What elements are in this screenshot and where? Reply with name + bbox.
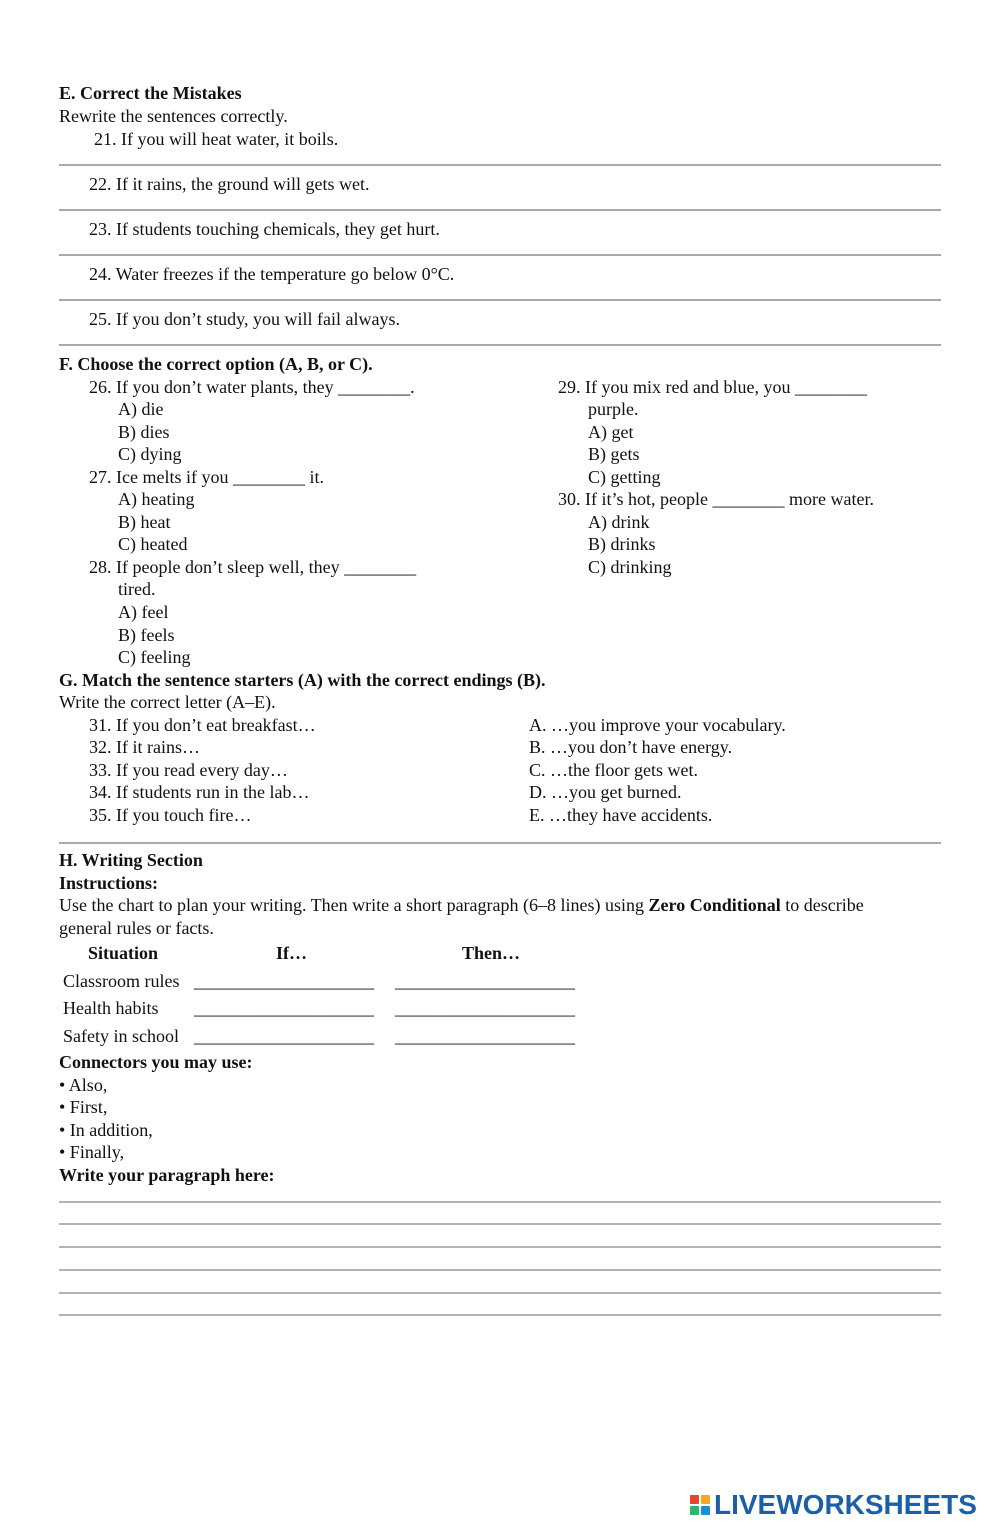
q28-stem: 28. If people don’t sleep well, they ________ — [89, 557, 417, 577]
chart-if-blank[interactable]: ____________________ — [194, 1026, 374, 1046]
starter-35: 35. If you touch fire… — [89, 805, 252, 825]
logo-square-icon — [701, 1506, 710, 1515]
answer-line[interactable] — [59, 164, 941, 166]
q26-option-c[interactable]: C) dying — [118, 444, 182, 464]
q29-stem: 29. If you mix red and blue, you ________ — [558, 377, 867, 397]
chart-row-situation: Health habits — [63, 998, 159, 1018]
ending-b: B. …you don’t have energy. — [529, 737, 733, 757]
q27-option-c[interactable]: C) heated — [118, 534, 188, 554]
instructions-text: Use the chart to plan your writing. Then write a short paragraph (6–8 lines) using Zero Conditional to describe — [59, 895, 864, 915]
instructions-bold-term: Zero Conditional — [648, 895, 781, 915]
q28-option-b[interactable]: B) feels — [118, 625, 175, 645]
logo-mark-icon — [690, 1495, 710, 1515]
q28-option-a[interactable]: A) feel — [118, 602, 169, 622]
ending-c: C. …the floor gets wet. — [529, 760, 698, 780]
section-g-instruction: Write the correct letter (A–E). — [59, 692, 276, 712]
starter-32: 32. If it rains… — [89, 737, 200, 757]
starter-33: 33. If you read every day… — [89, 760, 288, 780]
section-e-item-21: 21. If you will heat water, it boils. — [94, 129, 339, 149]
section-divider — [59, 842, 941, 844]
q29-option-c[interactable]: C) getting — [588, 467, 661, 487]
chart-then-blank[interactable]: ____________________ — [395, 998, 575, 1018]
starter-31: 31. If you don’t eat breakfast… — [89, 715, 316, 735]
q28-stem-cont: tired. — [118, 579, 156, 599]
section-g-title: G. Match the sentence starters (A) with the correct endings (B). — [59, 670, 546, 690]
section-e-instruction: Rewrite the sentences correctly. — [59, 106, 288, 126]
logo-square-icon — [690, 1495, 699, 1504]
q27-option-a[interactable]: A) heating — [118, 489, 195, 509]
paragraph-label: Write your paragraph here: — [59, 1165, 275, 1185]
logo-text: LIVEWORKSHEETS — [714, 1489, 977, 1520]
paragraph-line[interactable] — [59, 1314, 941, 1316]
starter-34: 34. If students run in the lab… — [89, 782, 310, 802]
liveworksheets-logo[interactable] — [690, 1490, 977, 1520]
instructions-text-line2: general rules or facts. — [59, 918, 214, 938]
answer-line[interactable] — [59, 254, 941, 256]
q29-option-a[interactable]: A) get — [588, 422, 634, 442]
ending-a: A. …you improve your vocabulary. — [529, 715, 786, 735]
chart-if-blank[interactable]: ____________________ — [194, 998, 374, 1018]
q27-option-b[interactable]: B) heat — [118, 512, 171, 532]
section-h-title: H. Writing Section — [59, 850, 203, 870]
chart-then-blank[interactable]: ____________________ — [395, 971, 575, 991]
paragraph-line[interactable] — [59, 1269, 941, 1271]
paragraph-line[interactable] — [59, 1201, 941, 1203]
q30-option-a[interactable]: A) drink — [588, 512, 650, 532]
q26-option-b[interactable]: B) dies — [118, 422, 170, 442]
logo-square-icon — [690, 1506, 699, 1515]
chart-row-situation: Safety in school — [63, 1026, 179, 1046]
section-e-title: E. Correct the Mistakes — [59, 83, 242, 103]
instructions-label: Instructions: — [59, 873, 159, 893]
q29-option-b[interactable]: B) gets — [588, 444, 640, 464]
ending-d: D. …you get burned. — [529, 782, 682, 802]
q27-stem: 27. Ice melts if you ________ it. — [89, 467, 324, 487]
section-e-item-24: 24. Water freezes if the temperature go below 0°C. — [89, 264, 455, 284]
q26-stem: 26. If you don’t water plants, they ________. — [89, 377, 415, 397]
chart-then-blank[interactable]: ____________________ — [395, 1026, 575, 1046]
chart-header-if: If… — [276, 943, 307, 963]
q30-stem: 30. If it’s hot, people ________ more water. — [558, 489, 874, 509]
logo-square-icon — [701, 1495, 710, 1504]
paragraph-line[interactable] — [59, 1246, 941, 1248]
q30-option-c[interactable]: C) drinking — [588, 557, 672, 577]
connectors-label: Connectors you may use: — [59, 1052, 253, 1072]
answer-line[interactable] — [59, 299, 941, 301]
answer-line[interactable] — [59, 209, 941, 211]
section-e-item-22: 22. If it rains, the ground will gets wet. — [89, 174, 370, 194]
chart-if-blank[interactable]: ____________________ — [194, 971, 374, 991]
q30-option-b[interactable]: B) drinks — [588, 534, 656, 554]
chart-header-situation: Situation — [88, 943, 159, 963]
paragraph-line[interactable] — [59, 1292, 941, 1294]
chart-header-then: Then… — [462, 943, 521, 963]
section-e-item-23: 23. If students touching chemicals, they get hurt. — [89, 219, 440, 239]
connector-item: • Finally, — [59, 1142, 125, 1162]
connector-item: • Also, — [59, 1075, 108, 1095]
q26-option-a[interactable]: A) die — [118, 399, 164, 419]
chart-row-situation: Classroom rules — [63, 971, 180, 991]
section-f-title: F. Choose the correct option (A, B, or C). — [59, 354, 373, 374]
answer-line[interactable] — [59, 344, 941, 346]
paragraph-line[interactable] — [59, 1223, 941, 1225]
connector-item: • In addition, — [59, 1120, 153, 1140]
q28-option-c[interactable]: C) feeling — [118, 647, 191, 667]
connector-item: • First, — [59, 1097, 108, 1117]
ending-e: E. …they have accidents. — [529, 805, 713, 825]
q29-stem-cont: purple. — [588, 399, 639, 419]
section-e-item-25: 25. If you don’t study, you will fail always. — [89, 309, 400, 329]
